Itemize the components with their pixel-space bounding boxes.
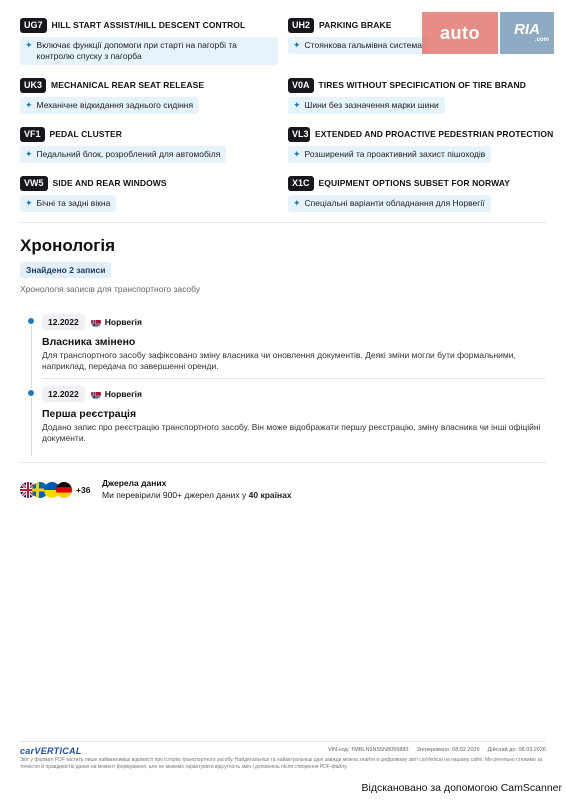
timeline-dot bbox=[28, 318, 34, 324]
option-description bbox=[288, 97, 445, 114]
records-found-badge: Знайдено 2 записи bbox=[20, 262, 111, 278]
option-description bbox=[20, 146, 226, 163]
footer-valid: Дійсний до: 08.03.2026 bbox=[487, 747, 546, 753]
sparkle-icon: ✦ bbox=[25, 100, 33, 110]
timeline-meta bbox=[42, 314, 142, 330]
sources-text-prefix: Ми перевірили 900+ джерел даних у bbox=[102, 490, 249, 500]
more-countries-count: +36 bbox=[76, 485, 91, 495]
option-code: VF1 bbox=[20, 127, 45, 142]
option-title: MECHANICAL REAR SEAT RELEASE bbox=[51, 80, 205, 90]
option-description-text: Включає функції допомоги при старті на пагорбі та контролю спуску з пагорба bbox=[36, 40, 237, 61]
option-description-text: Шини без зазначення марки шини bbox=[304, 100, 439, 110]
timeline-title: Перша реєстрація bbox=[42, 408, 137, 420]
option-title: PEDAL CLUSTER bbox=[49, 129, 122, 139]
timeline-country: Норвегія bbox=[104, 389, 142, 399]
sparkle-icon: ✦ bbox=[293, 100, 301, 110]
option-description bbox=[20, 37, 278, 65]
option-code: UH2 bbox=[288, 18, 314, 33]
footer-divider bbox=[20, 741, 546, 742]
autoria-logo-ria bbox=[500, 12, 554, 54]
section-title: Хронологія bbox=[20, 236, 116, 255]
timeline-title: Власника змінено bbox=[42, 336, 136, 348]
sparkle-icon: ✦ bbox=[25, 149, 33, 159]
timeline-line bbox=[31, 326, 32, 388]
equipment-row bbox=[20, 77, 546, 126]
autoria-logo-auto: auto bbox=[422, 12, 498, 54]
option-description bbox=[288, 146, 491, 163]
option-description-text: Розширений та проактивний захист пішоходів bbox=[304, 149, 486, 159]
equipment-item bbox=[288, 77, 546, 126]
sparkle-icon: ✦ bbox=[293, 149, 301, 159]
camscanner-watermark: Відскановано за допомогою CamScanner bbox=[361, 782, 562, 794]
carvertical-logo: carVERTICAL bbox=[20, 746, 82, 756]
timeline-item bbox=[28, 386, 546, 452]
equipment-item bbox=[20, 126, 288, 175]
option-description-text: Спеціальні варіанти обладнання для Норвегії bbox=[304, 198, 485, 208]
option-title: EQUIPMENT OPTIONS SUBSET FOR NORWAY bbox=[318, 178, 510, 188]
option-code: UK3 bbox=[20, 78, 46, 93]
timeline-text: Для транспортного засобу зафіксовано зміну власника чи оновлення документів. Деякі зміни могли бути формальними, наприклад, передача по завершенні оренди. bbox=[42, 350, 516, 371]
section-divider bbox=[20, 462, 546, 463]
option-code: VL3 bbox=[288, 127, 310, 142]
data-sources bbox=[20, 478, 546, 506]
option-title: TIRES WITHOUT SPECIFICATION OF TIRE BRAND bbox=[318, 80, 526, 90]
option-description-text: Механічне відкидання заднього сидіння bbox=[36, 100, 194, 110]
timeline-country: Норвегія bbox=[104, 317, 142, 327]
option-code: V0A bbox=[288, 78, 314, 93]
footer-note: Звіт у форматі PDF містить лише найважливіші відомості про історію транспортного засобу. Найдетальніші та найактуальніші дані завжди можна знайти в цифровому звіті carVertical на нашому сайті. Ми ретельно стежимо за точністю й правдивістю даних на момент формування, але не можемо гарантувати відсутність змін і доповнень після створення PDF-файлу. bbox=[20, 757, 543, 770]
option-code: X1C bbox=[288, 176, 314, 191]
timeline-item bbox=[28, 314, 546, 380]
footer-generated: Згенеровано: 08.02.2026 bbox=[416, 747, 480, 753]
timeline-date: 12.2022 bbox=[42, 314, 85, 330]
equipment-item bbox=[20, 77, 288, 126]
autoria-logo-ria-text: RIA bbox=[514, 21, 540, 38]
equipment-item bbox=[288, 175, 546, 215]
timeline-text: Додано запис про реєстрацію транспортного засобу. Він може відображати першу реєстрацію, зміну власника чи інші офіційні документи. bbox=[42, 422, 541, 443]
footer-vin: VIN-код: TMBLN9NS5N8056883 bbox=[328, 747, 409, 753]
norway-flag-icon bbox=[91, 389, 101, 399]
autoria-logo-domain: .com bbox=[534, 37, 549, 43]
germany-flag-icon bbox=[56, 482, 72, 498]
sparkle-icon: ✦ bbox=[25, 40, 33, 50]
option-code: UG7 bbox=[20, 18, 47, 33]
option-title: HILL START ASSIST/HILL DESCENT CONTROL bbox=[51, 20, 246, 30]
equipment-row bbox=[20, 126, 554, 175]
sources-text bbox=[102, 490, 292, 500]
section-subtitle: Хронологія записів для транспортного засобу bbox=[20, 284, 201, 294]
timeline-date: 12.2022 bbox=[42, 386, 85, 402]
autoria-watermark-logo bbox=[422, 12, 554, 54]
sources-title: Джерела даних bbox=[102, 478, 167, 488]
equipment-row bbox=[20, 175, 546, 215]
option-title: EXTENDED AND PROACTIVE PEDESTRIAN PROTECTION bbox=[315, 129, 554, 139]
timeline-dot bbox=[28, 390, 34, 396]
equipment-item bbox=[20, 175, 288, 215]
section-divider bbox=[20, 222, 546, 223]
option-description-text: Педальний блок, розроблений для автомобіля bbox=[36, 149, 221, 159]
option-description bbox=[20, 97, 199, 114]
option-title: SIDE AND REAR WINDOWS bbox=[52, 178, 167, 188]
timeline-divider bbox=[42, 378, 546, 379]
equipment-item bbox=[288, 126, 554, 175]
sparkle-icon: ✦ bbox=[293, 40, 301, 50]
option-description bbox=[288, 37, 428, 54]
timeline-line bbox=[31, 398, 32, 456]
sparkle-icon: ✦ bbox=[293, 198, 301, 208]
timeline-meta bbox=[42, 386, 142, 402]
option-description-text: Бічні та задні вікна bbox=[36, 198, 111, 208]
sources-country-count: 40 країнах bbox=[248, 490, 292, 500]
option-code: VW5 bbox=[20, 176, 48, 191]
option-description bbox=[288, 195, 491, 212]
option-title: PARKING BRAKE bbox=[319, 20, 392, 30]
option-description-text: Стоянкова гальмівна система bbox=[304, 40, 422, 50]
footer-meta bbox=[320, 747, 546, 753]
sparkle-icon: ✦ bbox=[25, 198, 33, 208]
equipment-item bbox=[20, 17, 288, 77]
option-description bbox=[20, 195, 116, 212]
norway-flag-icon bbox=[91, 317, 101, 327]
